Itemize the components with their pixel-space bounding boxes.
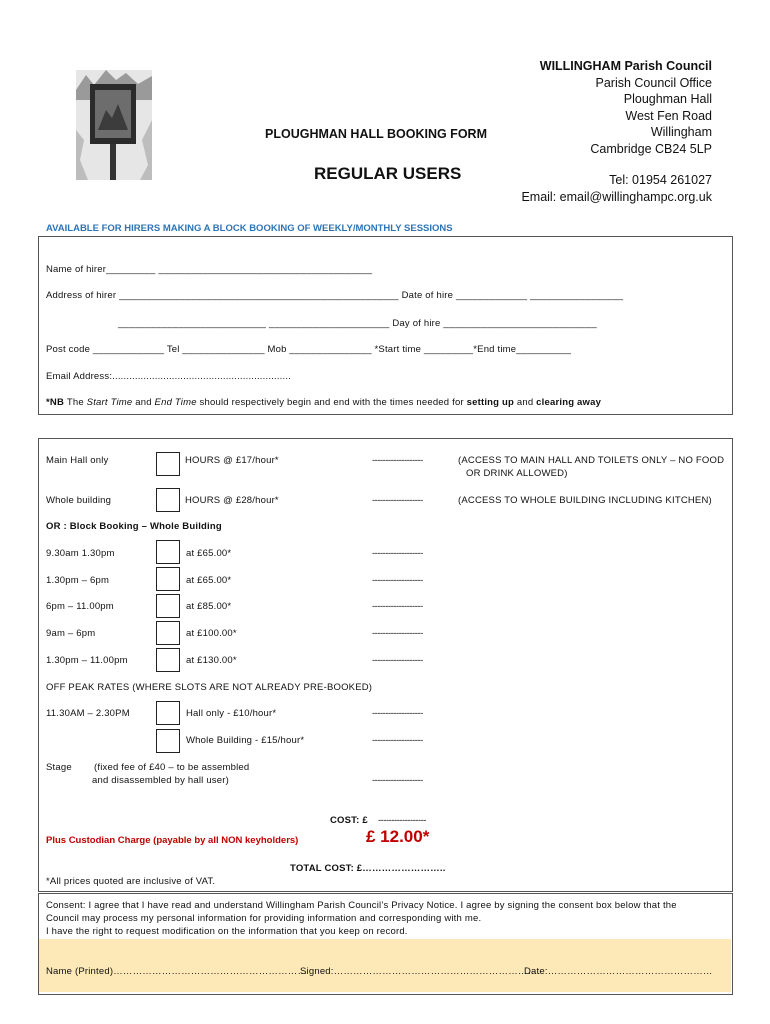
custodian-charge-amount: £ 12.00*: [366, 827, 430, 846]
availability-banner: AVAILABLE FOR HIRERS MAKING A BLOCK BOOKING OF WEEKLY/MONTHLY SESSIONS: [46, 223, 453, 234]
email: Email: email@willinghampc.org.uk: [521, 189, 712, 204]
block-price: at £65.00*: [186, 575, 232, 586]
block-checkbox[interactable]: [156, 567, 180, 591]
block-price: at £100.00*: [186, 628, 237, 639]
page-subtitle: REGULAR USERS: [314, 164, 462, 183]
consent-text: Council may process my personal information for providing information and corresponding with me.: [46, 913, 482, 924]
address-line2-field[interactable]: ___________________________ ______________________ Day of hire ____________________________: [118, 318, 597, 329]
whole-building-rate: HOURS @ £28/hour*: [185, 495, 279, 506]
tel: Tel: 01954 261027: [609, 173, 712, 187]
council-name: WILLINGHAM Parish Council: [539, 59, 712, 73]
main-hall-rate: HOURS @ £17/hour*: [185, 455, 279, 466]
whole-building-label: Whole building: [46, 495, 112, 506]
total-cost-field[interactable]: TOTAL COST: £……………………..: [290, 863, 446, 874]
address-line: Ploughman Hall: [623, 92, 712, 106]
cost-amount[interactable]: ------------------: [378, 815, 426, 826]
council-address-block: [540, 58, 712, 157]
stage-note: (fixed fee of £40 – to be assembled: [94, 762, 250, 773]
consent-text: I have the right to request modification on the information that you keep on record.: [46, 926, 408, 937]
nb-end-time: End Time: [154, 397, 197, 408]
block-checkbox[interactable]: [156, 648, 180, 672]
offpeak-hall-rate: Hall only - £10/hour*: [186, 708, 277, 719]
main-hall-amount[interactable]: -------------------: [372, 455, 423, 466]
whole-building-note: (ACCESS TO WHOLE BUILDING INCLUDING KITCHEN): [458, 495, 712, 506]
date-field[interactable]: Date:……………………………………………: [524, 966, 713, 977]
block-time: 9.30am 1.30pm: [46, 548, 115, 559]
nb-text: should respectively begin and end with the times needed for: [196, 397, 467, 408]
cost-label: COST: £: [330, 815, 368, 826]
offpeak-whole-amount[interactable]: -------------------: [372, 735, 423, 746]
offpeak-time: 11.30AM – 2.30PM: [46, 708, 130, 719]
nb-text: and: [132, 397, 155, 408]
block-time: 1.30pm – 11.00pm: [46, 655, 128, 666]
block-price: at £65.00*: [186, 548, 232, 559]
block-checkbox[interactable]: [156, 540, 180, 564]
block-price: at £130.00*: [186, 655, 237, 666]
block-amount[interactable]: -------------------: [372, 601, 423, 612]
nb-setting-up: setting up: [466, 397, 515, 408]
contact-block: [521, 172, 712, 205]
nb-clearing-away: clearing away: [536, 397, 602, 408]
block-time: 6pm – 11.00pm: [46, 601, 114, 612]
address-line: Parish Council Office: [595, 75, 712, 90]
offpeak-heading: OFF PEAK RATES (WHERE SLOTS ARE NOT ALREADY PRE-BOOKED): [46, 682, 373, 693]
block-time: 1.30pm – 6pm: [46, 575, 110, 586]
offpeak-hall-checkbox[interactable]: [156, 701, 180, 725]
nb-text: and: [514, 397, 537, 408]
vat-note: *All prices quoted are inclusive of VAT.: [46, 876, 216, 887]
consent-text: Consent: I agree that I have read and understand Willingham Parish Council’s Privacy Notice. I agree by signing the consent box below that the: [46, 900, 677, 911]
hirer-name-field[interactable]: Name of hirer_________ _______________________________________: [46, 264, 373, 275]
whole-building-amount[interactable]: -------------------: [372, 495, 423, 506]
main-hall-label: Main Hall only: [46, 455, 109, 466]
main-hall-checkbox[interactable]: [156, 452, 180, 476]
offpeak-whole-rate: Whole Building - £15/hour*: [186, 735, 305, 746]
main-hall-note: OR DRINK ALLOWED): [466, 468, 568, 479]
address-line: Willingham: [650, 125, 712, 139]
block-amount[interactable]: -------------------: [372, 548, 423, 559]
stage-amount[interactable]: -------------------: [372, 775, 423, 786]
offpeak-hall-amount[interactable]: -------------------: [372, 708, 423, 719]
address-line: West Fen Road: [625, 108, 712, 123]
name-printed-field[interactable]: Name (Printed)……………………………………………………: [46, 966, 308, 977]
main-hall-note: (ACCESS TO MAIN HALL AND TOILETS ONLY – NO FOOD: [458, 455, 725, 466]
stage-label: Stage: [46, 762, 72, 773]
nb-text: The: [66, 397, 87, 408]
postcode-tel-row[interactable]: Post code _____________ Tel _______________ Mob _______________ *Start time _________*End time__________: [46, 344, 572, 355]
block-time: 9am – 6pm: [46, 628, 96, 639]
hirer-address-field[interactable]: Address of hirer ___________________________________________________ Date of hire _____________ _________________: [46, 290, 624, 301]
custodian-charge-label: Plus Custodian Charge (payable by all NON keyholders): [46, 835, 299, 846]
address-line: Cambridge CB24 5LP: [590, 141, 712, 156]
whole-building-checkbox[interactable]: [156, 488, 180, 512]
nb-prefix: *NB: [46, 397, 67, 408]
block-amount[interactable]: -------------------: [372, 575, 423, 586]
stage-note: and disassembled by hall user): [92, 775, 229, 786]
block-booking-heading: OR : Block Booking – Whole Building: [46, 521, 222, 532]
email-address-field[interactable]: Email Address:...............................................................: [46, 371, 292, 382]
signed-field[interactable]: Signed:……………………………………………………….: [300, 966, 541, 977]
form-title: PLOUGHMAN HALL BOOKING FORM: [265, 127, 487, 141]
hall-sign-photo: [76, 70, 152, 180]
nb-note: [46, 397, 601, 408]
block-checkbox[interactable]: [156, 594, 180, 618]
nb-start-time: Start Time: [86, 397, 133, 408]
block-price: at £85.00*: [186, 601, 232, 612]
block-amount[interactable]: -------------------: [372, 628, 423, 639]
block-amount[interactable]: -------------------: [372, 655, 423, 666]
block-checkbox[interactable]: [156, 621, 180, 645]
offpeak-whole-checkbox[interactable]: [156, 729, 180, 753]
